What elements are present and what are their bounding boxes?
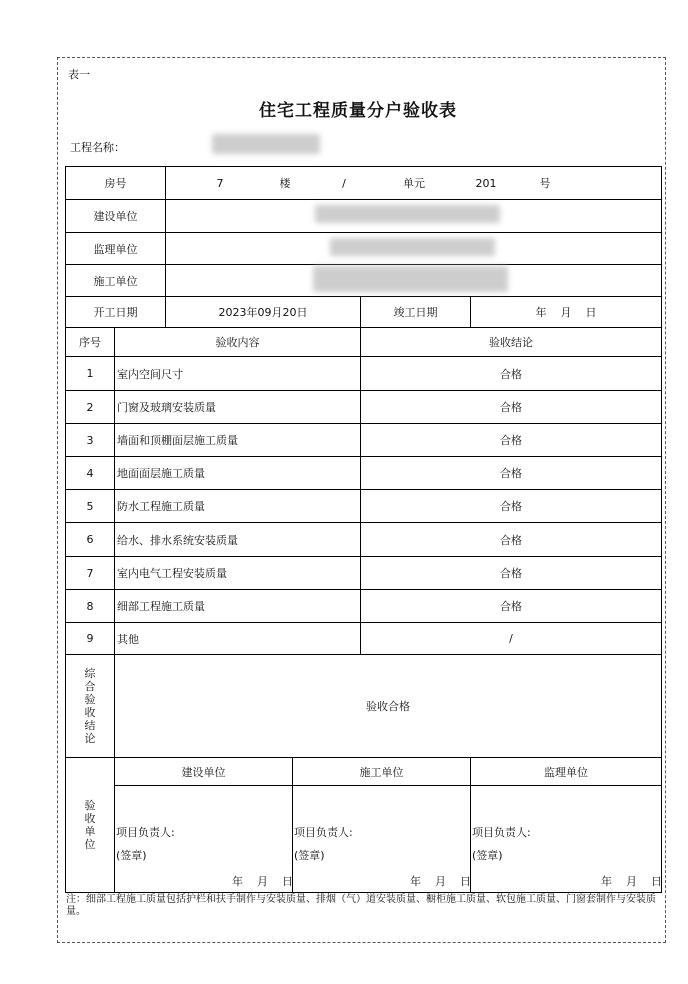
row-3-content: 墙面和顶棚面层施工质量 [117, 434, 238, 447]
redacted-construction-owner [315, 205, 500, 223]
row-6-result: 合格 [500, 533, 522, 547]
redacted-contractor [313, 266, 508, 292]
document-title: 住宅工程质量分户验收表 [259, 101, 457, 121]
signoff-label: 验收单位 [84, 799, 96, 851]
row-9-no: 9 [86, 632, 94, 645]
contractor-label: 施工单位 [93, 274, 138, 288]
signoff-supervisor-person: 项目负责人: [472, 826, 531, 839]
project-name-label: 工程名称： [70, 141, 125, 154]
row-5-no: 5 [86, 499, 94, 513]
signoff-contractor-seal: (签章) [294, 849, 325, 862]
redacted-supervision-unit [330, 238, 495, 256]
unit-label: 单元 [403, 177, 425, 190]
start-date-label: 开工日期 [93, 306, 138, 319]
row-5-content: 防水工程施工质量 [117, 500, 205, 513]
building-unit-label: 楼 [279, 177, 291, 190]
row-2-result: 合格 [500, 401, 522, 414]
completion-date-label: 竣工日期 [393, 306, 438, 319]
row-8-no: 8 [86, 599, 94, 613]
summary-text: 验收合格 [366, 700, 410, 713]
signoff-contractor-person: 项目负责人: [294, 826, 353, 839]
footnote: 注：细部工程施工质量包括护栏和扶手制作与安装质量、排烟（气）道安装质量、橱柜施工质量、软包施工质量、门窗套制作与安装质量。 [66, 894, 656, 917]
row-1-content: 室内空间尺寸 [117, 367, 183, 381]
redacted-project-name [212, 134, 320, 154]
room-number: 201 [475, 176, 497, 190]
row-1-no: 1 [86, 367, 94, 380]
row-9-result: / [509, 632, 513, 645]
start-date-value: 2023年09月20日 [218, 306, 308, 319]
row-3-result: 合格 [500, 434, 522, 447]
row-3-no: 3 [86, 433, 94, 447]
signoff-contractor-date: 年 月 日 [410, 875, 471, 888]
row-7-content: 室内电气工程安装质量 [117, 567, 227, 580]
signoff-owner-title: 建设单位 [181, 765, 226, 779]
signoff-contractor-title: 施工单位 [359, 765, 404, 779]
row-4-content: 地面面层施工质量 [117, 467, 205, 480]
row-6-content: 给水、排水系统安装质量 [117, 533, 238, 547]
form-tag: 表一 [68, 68, 90, 81]
row-7-result: 合格 [500, 567, 522, 580]
col-header-no: 序号 [79, 336, 101, 349]
completion-date-value: 年 月 日 [535, 306, 597, 319]
row-8-content: 细部工程施工质量 [117, 600, 205, 613]
room-label: 房号 [104, 177, 127, 190]
row-1-result: 合格 [500, 367, 522, 381]
building-number: 7 [216, 176, 224, 190]
signoff-supervisor-seal: (签章) [472, 849, 503, 862]
row-6-no: 6 [86, 533, 94, 546]
row-4-no: 4 [86, 466, 94, 480]
row-5-result: 合格 [500, 500, 522, 513]
col-header-content: 验收内容 [215, 336, 260, 349]
supervision-label: 监理单位 [93, 242, 138, 256]
construction-owner-label: 建设单位 [93, 210, 138, 223]
row-2-content: 门窗及玻璃安装质量 [117, 401, 216, 414]
room-suffix: 号 [539, 177, 551, 190]
col-header-result: 验收结论 [489, 336, 533, 349]
row-7-no: 7 [86, 566, 94, 580]
row-4-result: 合格 [500, 467, 522, 480]
signoff-owner-person: 项目负责人: [116, 826, 175, 839]
signoff-owner-seal: (签章) [116, 849, 147, 862]
row-9-content: 其他 [117, 632, 139, 646]
signoff-supervisor-date: 年 月 日 [601, 875, 662, 888]
row-2-no: 2 [86, 400, 94, 414]
building-slash: / [342, 176, 346, 190]
summary-label: 综合验收结论 [84, 667, 96, 745]
signoff-supervisor-title: 监理单位 [544, 765, 588, 779]
row-8-result: 合格 [500, 600, 522, 613]
signoff-owner-date: 年 月 日 [232, 875, 293, 888]
